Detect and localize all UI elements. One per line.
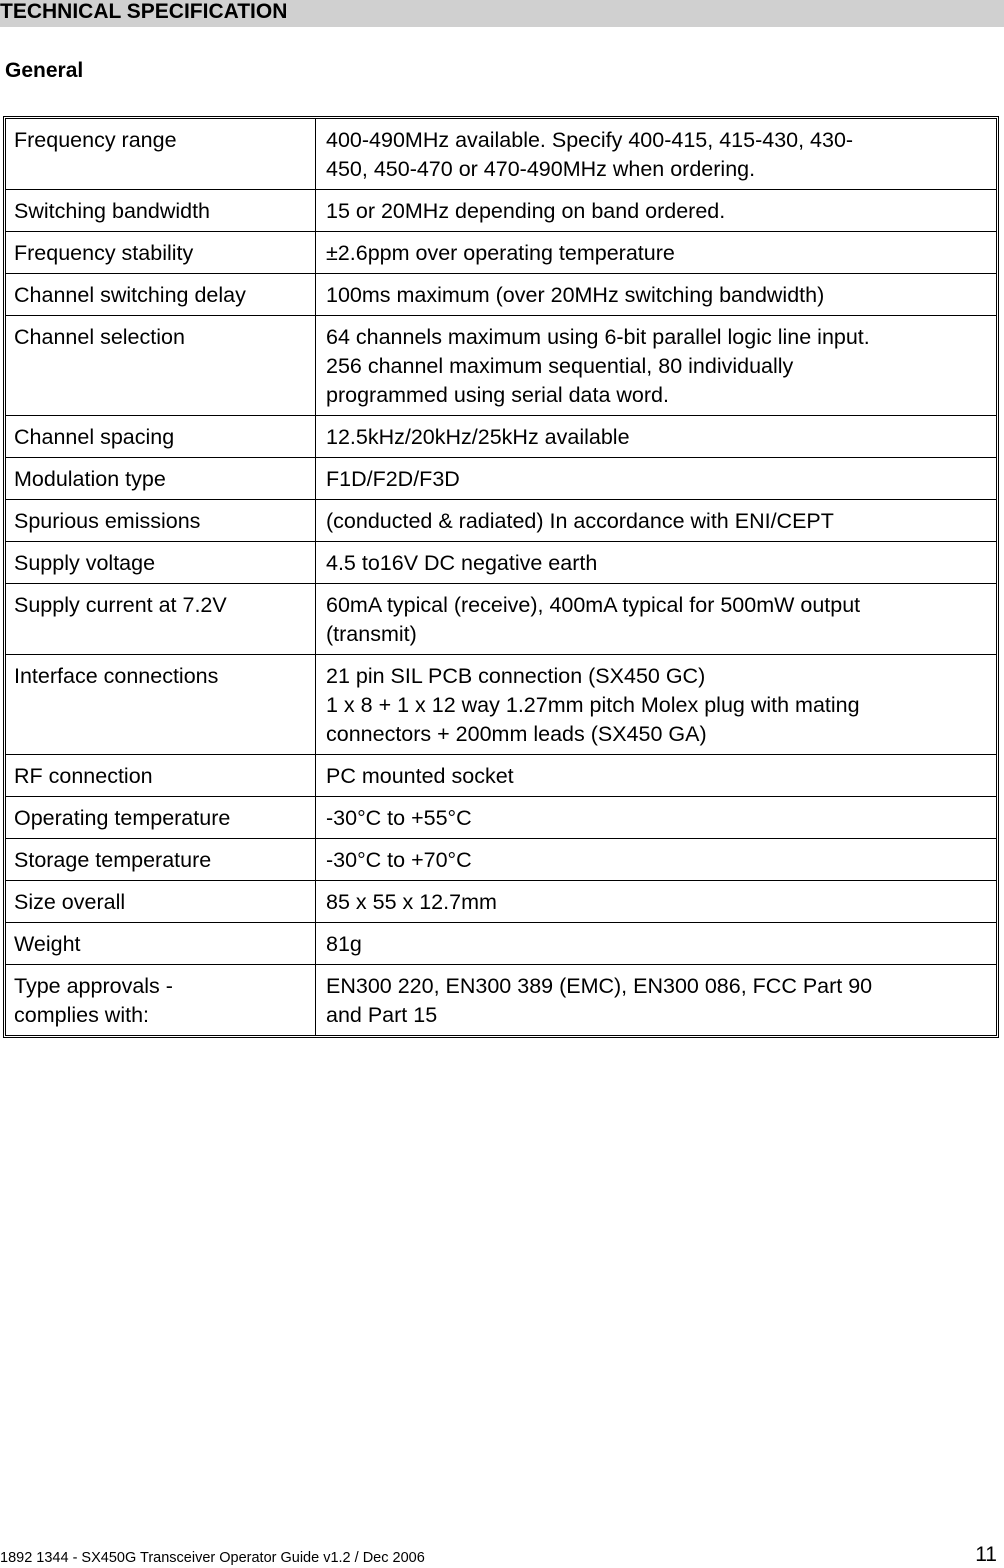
spec-label: Type approvals - complies with: — [6, 965, 316, 1035]
spec-label: Interface connections — [6, 655, 316, 755]
spec-row — [6, 500, 996, 542]
spec-label: Supply current at 7.2V — [6, 584, 316, 655]
spec-row — [6, 584, 996, 655]
spec-value: EN300 220, EN300 389 (EMC), EN300 086, FCC Part 90 and Part 15 — [326, 974, 873, 1027]
spec-value: 81g — [316, 923, 996, 965]
spec-value: -30°C to +55°C — [316, 797, 996, 839]
spec-table — [3, 116, 999, 1038]
spec-label: Size overall — [6, 881, 316, 923]
section-banner — [0, 0, 1004, 27]
spec-label: Weight — [6, 923, 316, 965]
footer-page-number: 11 — [975, 1543, 997, 1566]
spec-row — [6, 965, 996, 1035]
spec-value: 100ms maximum (over 20MHz switching bandwidth) — [316, 274, 996, 316]
spec-label: Spurious emissions — [6, 500, 316, 542]
spec-row — [6, 119, 996, 190]
spec-row — [6, 316, 996, 416]
spec-row — [6, 274, 996, 316]
spec-label: Frequency range — [6, 119, 316, 190]
spec-label: Storage temperature — [6, 839, 316, 881]
footer-document-ref: 1892 1344 - SX450G Transceiver Operator Guide v1.2 / Dec 2006 — [0, 1550, 425, 1566]
spec-label: Switching bandwidth — [6, 190, 316, 232]
spec-label: Frequency stability — [6, 232, 316, 274]
spec-value: 12.5kHz/20kHz/25kHz available — [316, 416, 996, 458]
spec-value: 85 x 55 x 12.7mm — [316, 881, 996, 923]
spec-value: F1D/F2D/F3D — [316, 458, 996, 500]
spec-label: RF connection — [6, 755, 316, 797]
spec-value: 64 channels maximum using 6-bit parallel logic line input. 256 channel maximum sequential, 80 individually programmed using serial data word. — [316, 316, 996, 416]
spec-row — [6, 839, 996, 881]
spec-value: 4.5 to16V DC negative earth — [316, 542, 996, 584]
spec-value: 15 or 20MHz depending on band ordered. — [316, 190, 996, 232]
spec-value: -30°C to +70°C — [316, 839, 996, 881]
spec-value: 400-490MHz available. Specify 400-415, 415-430, 430- 450, 450-470 or 470-490MHz when ordering. — [316, 119, 996, 190]
spec-value: (conducted & radiated) In accordance with ENI/CEPT — [316, 500, 996, 542]
spec-label: Supply voltage — [6, 542, 316, 584]
spec-row — [6, 542, 996, 584]
spec-row — [6, 190, 996, 232]
spec-row — [6, 881, 996, 923]
spec-value: PC mounted socket — [316, 755, 996, 797]
spec-row — [6, 923, 996, 965]
spec-row — [6, 755, 996, 797]
spec-value: 21 pin SIL PCB connection (SX450 GC) 1 x 8 + 1 x 12 way 1.27mm pitch Molex plug with mating connectors + 200mm leads (SX450 GA) — [316, 655, 996, 755]
spec-row — [6, 655, 996, 755]
spec-row — [6, 416, 996, 458]
spec-label: Channel switching delay — [6, 274, 316, 316]
spec-label: Operating temperature — [6, 797, 316, 839]
spec-value: ±2.6ppm over operating temperature — [316, 232, 996, 274]
spec-table-body — [6, 119, 996, 1035]
spec-row — [6, 458, 996, 500]
spec-label: Modulation type — [6, 458, 316, 500]
spec-label: Channel spacing — [6, 416, 316, 458]
subsection-title: General — [5, 59, 84, 82]
section-title: TECHNICAL SPECIFICATION — [0, 0, 288, 23]
spec-table-container — [3, 116, 999, 1038]
spec-row — [6, 797, 996, 839]
spec-label: Channel selection — [6, 316, 316, 416]
spec-row — [6, 232, 996, 274]
spec-value: 60mA typical (receive), 400mA typical for 500mW output (transmit) — [316, 584, 996, 655]
